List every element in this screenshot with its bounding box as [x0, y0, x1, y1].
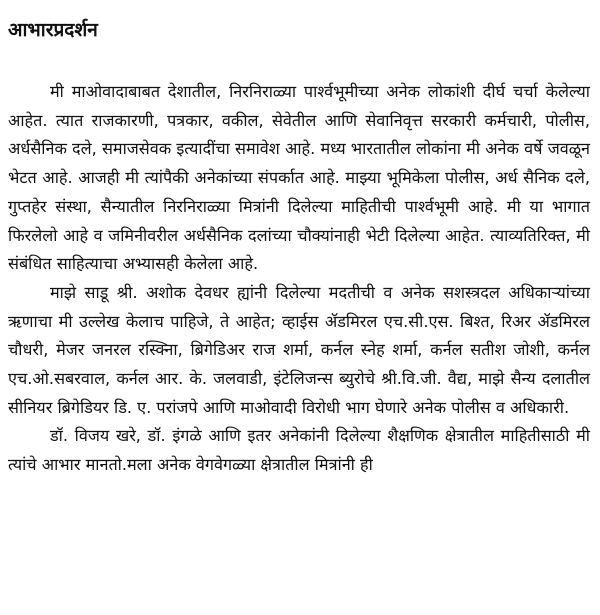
body-text: [8, 78, 590, 480]
paragraph-officers: माझे साडू श्री. अशोक देवधर ह्यांनी दिलेल्या मदतीची व अनेक सशस्त्रदल अधिकाऱ्यांच्या ऋणाचा मी उल्लेख केलाच पाहिजे, ते आहेत; व्हाईस ॲडमिरल एच.सी.एस. बिश्त, रिअर ॲडमिरल चौधरी, मेजर जनरल रस्क्निा, ब्रिगेडिअर राज शर्मा, कर्नल स्नेह शर्मा, कर्नल सतीश जोशी, कर्नल एच.ओ.सबरवाल, कर्नल आर. के. जलवाडी, इंटेलिजन्स ब्युरोचे श्री.वि.जी. वैद्य, माझे सैन्य दलातील सीनियर ब्रिगेडियर डि. ए. परांजपे आणि माओवादी विरोधी भाग घेणारे अनेक पोलीस व अधिकारी.: [8, 282, 590, 417]
page-title: आभारप्रदर्शन: [8, 19, 98, 41]
paragraph-academics: डॉ. विजय खरे, डॉ. इंगळे आणि इतर अनेकांनी दिलेल्या शैक्षणिक क्षेत्रातील माहितीसाठी मी त्यांचे आभार मानतो.मला अनेक वेगवेगळ्या क्षेत्रातील मित्रांनी ही: [8, 426, 590, 475]
paragraph-sources: मी माओवादाबाबत देशातील, निरनिराळ्या पार्श्वभूमीच्या अनेक लोकांशी दीर्घ चर्चा केलेल्या आहेत. त्यात राजकारणी, पत्रकार, वकील, सेवेतील आणि सेवानिवृत्त सरकारी कर्मचारी, पोलीस, अर्धसैनिक दले, समाजसेवक इत्यादींचा समावेश आहे. मध्य भारतातील लोकांना मी अनेक वर्षे जवळून भेटत आहे. आजही मी त्यांपैकी अनेकांच्या संपर्कात आहे. माझ्या भूमिकेला पोलीस, अर्ध सैनिक दले, गुप्तहेर संस्था, सैन्यातील निरनिराळ्या मित्रांनी दिलेल्या माहितीची पार्श्वभूमी आहे. मी या भागात फिरलेलो आहे व जमिनीवरील अर्धसैनिक दलांच्या चौक्यांनाही भेटी दिलेल्या आहेत. त्याव्यतिरिक्त, मी संबंधित साहित्याचा अभ्यासही केलेला आहे.: [8, 82, 590, 274]
